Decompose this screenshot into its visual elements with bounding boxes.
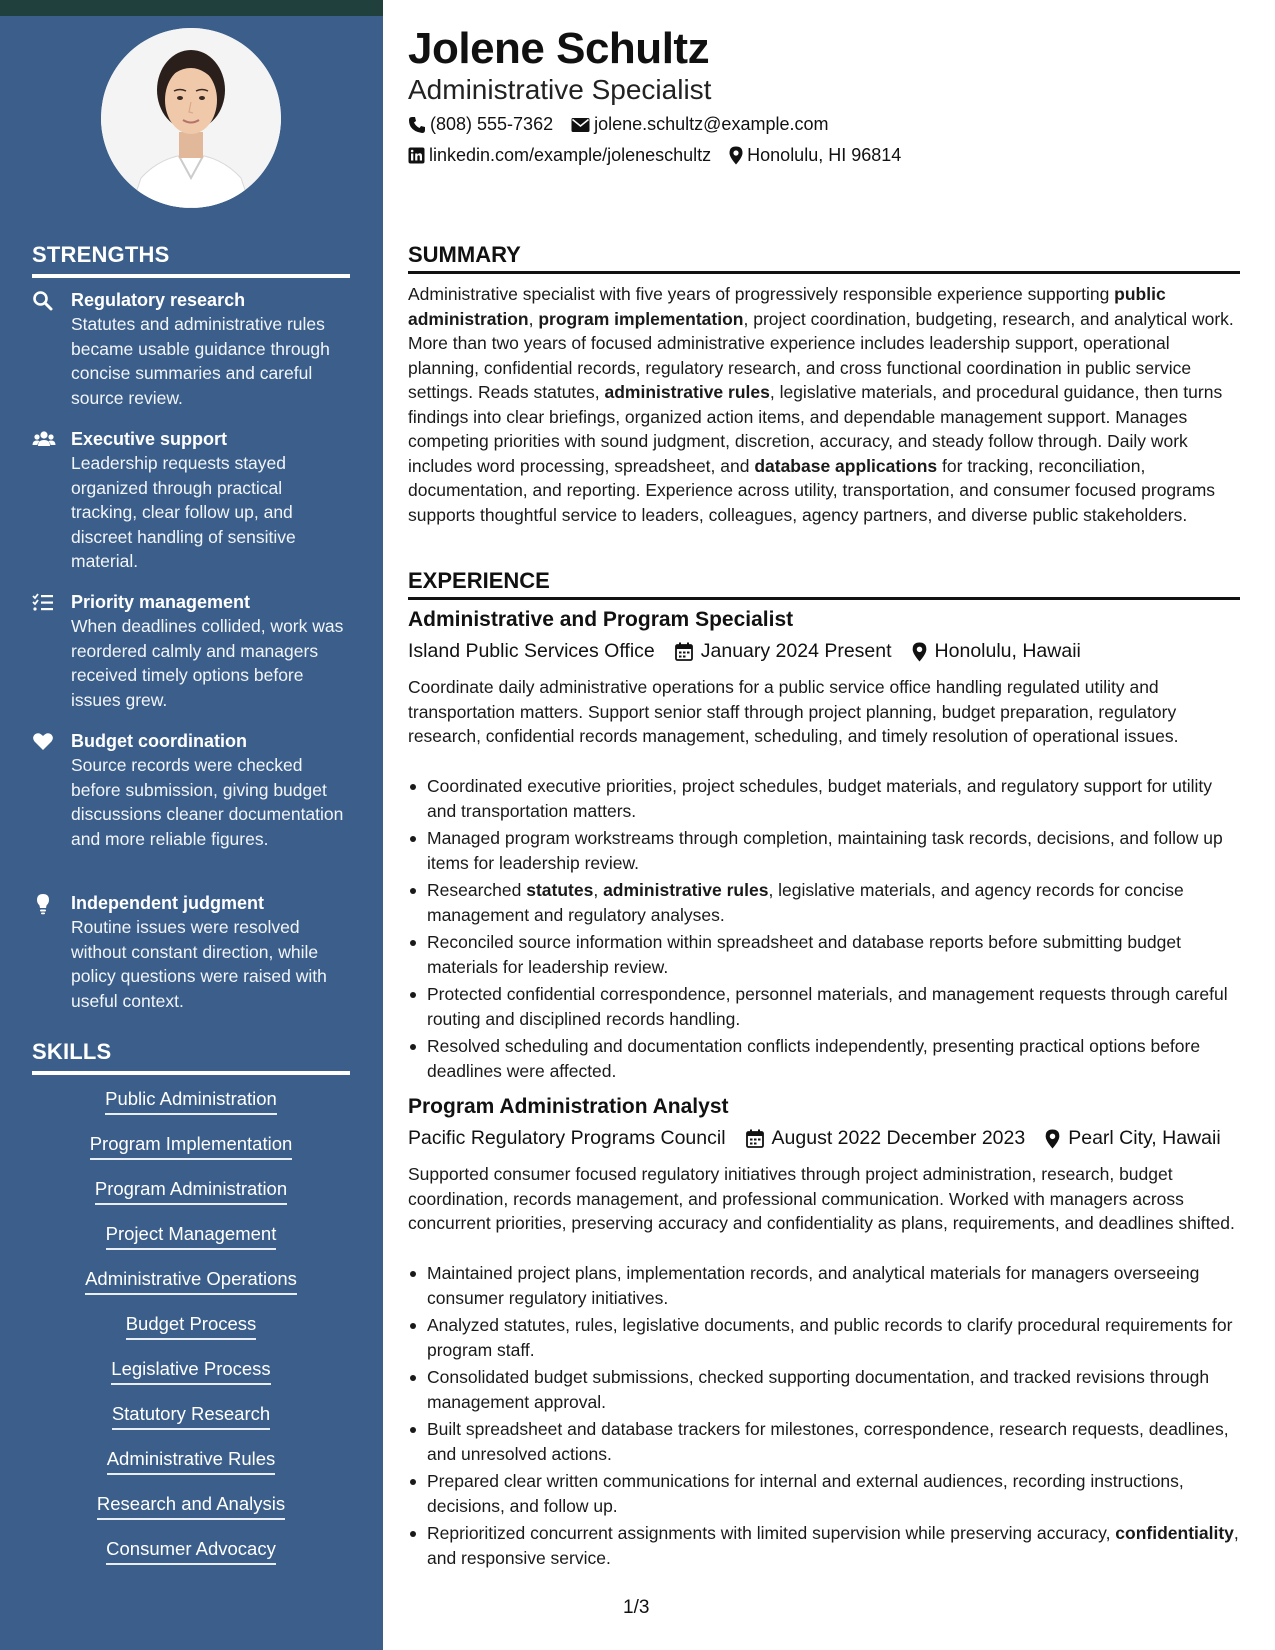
phone-icon bbox=[408, 116, 426, 134]
skill-item: Program Administration bbox=[95, 1176, 287, 1205]
text-segment: , and responsive service. bbox=[427, 1523, 1239, 1568]
text-segment: Analyzed statutes, rules, legislative documents, and public records to clarify procedural requirements for program staff. bbox=[427, 1315, 1233, 1360]
emphasized-text: statutes bbox=[526, 880, 594, 900]
skill-item: Consumer Advocacy bbox=[106, 1536, 276, 1565]
strength-title: Regulatory research bbox=[71, 290, 246, 310]
text-segment: , bbox=[528, 308, 539, 329]
skills-list bbox=[32, 1086, 350, 1581]
text-segment: for tracking, reconciliation, documentation, and reporting. Experience across utility, transportation, and consumer focused programs supports thoughtful service to leaders, colleagues, agency partners, and diverse public stakeholders. bbox=[408, 455, 1216, 525]
text-segment: Managed program workstreams through completion, maintaining task records, decisions, and follow up items for leadership review. bbox=[427, 828, 1223, 873]
text-segment: , legislative materials, and agency records for concise management and regulatory analyses. bbox=[427, 880, 1184, 925]
skill-item: Administrative Operations bbox=[85, 1266, 297, 1295]
bullet-item bbox=[408, 930, 1240, 979]
emphasized-text: public administration bbox=[408, 284, 1166, 329]
bullet-item bbox=[408, 1521, 1240, 1570]
skill-item: Budget Process bbox=[126, 1311, 257, 1340]
sidebar-top-bar bbox=[0, 0, 383, 16]
map-pin-icon bbox=[912, 642, 927, 662]
phone-text: (808) 555-7362 bbox=[430, 114, 554, 134]
bullet-item bbox=[408, 1417, 1240, 1466]
calendar-icon bbox=[675, 642, 693, 661]
job-description: Coordinate daily administrative operations for a public service office handling regulated utility and transportation matters. Support senior staff through project planning, budget preparation, regulatory research, confidential records management, scheduling, and timely resolution of operational issues. bbox=[408, 677, 1179, 746]
strength-item bbox=[32, 288, 352, 410]
emphasized-text: confidentiality bbox=[1115, 1523, 1234, 1543]
bullet-item bbox=[408, 982, 1240, 1031]
job-location: Honolulu, Hawaii bbox=[934, 640, 1081, 662]
bullet-item bbox=[408, 774, 1240, 823]
text-segment: Protected confidential correspondence, personnel materials, and management requests through careful routing and disciplined records handling. bbox=[427, 984, 1228, 1029]
search-icon bbox=[32, 290, 54, 312]
strength-text: Routine issues were resolved without constant direction, while policy questions were raised with useful context. bbox=[71, 917, 327, 1011]
job-dates: January 2024 Present bbox=[700, 640, 892, 662]
strength-title: Priority management bbox=[71, 592, 251, 612]
job-organization: Island Public Services Office bbox=[408, 640, 655, 662]
phone-contact bbox=[408, 114, 553, 135]
job-title: Program Administration Analyst bbox=[408, 1095, 729, 1118]
text-segment: Reprioritized concurrent assignments with limited supervision while preserving accuracy, bbox=[427, 1523, 1116, 1543]
emphasized-text: program implementation bbox=[538, 308, 744, 329]
strength-item bbox=[32, 891, 352, 1013]
emphasized-text: administrative rules bbox=[603, 880, 769, 900]
job-title: Administrative and Program Specialist bbox=[408, 608, 794, 631]
text-segment: Researched bbox=[427, 880, 527, 900]
strength-item bbox=[32, 729, 352, 851]
text-segment: Prepared clear written communications for internal and external audiences, recording instructions, decisions, and follow up. bbox=[427, 1471, 1184, 1516]
skill-item: Project Management bbox=[106, 1221, 277, 1250]
text-segment: Resolved scheduling and documentation conflicts independently, presenting practical options before deadlines were affected. bbox=[427, 1036, 1201, 1081]
strength-item bbox=[32, 427, 352, 574]
email-text[interactable]: jolene.schultz@example.com bbox=[594, 114, 829, 134]
strength-item bbox=[32, 590, 352, 712]
emphasized-text: database applications bbox=[754, 455, 938, 476]
bullet-item bbox=[408, 1469, 1240, 1518]
job-dates: August 2022 December 2023 bbox=[771, 1127, 1026, 1149]
summary-heading: SUMMARY bbox=[408, 242, 1240, 274]
strength-text: Source records were checked before submission, giving budget discussions cleaner documentation and more reliable figures. bbox=[71, 755, 344, 849]
bullet-item bbox=[408, 1034, 1240, 1083]
job-bullets bbox=[408, 774, 1240, 1086]
text-segment: Built spreadsheet and database trackers for milestones, correspondence, research requests, deadlines, and unresolved actions. bbox=[427, 1419, 1229, 1464]
skill-item: Public Administration bbox=[105, 1086, 277, 1115]
map-pin-icon bbox=[1045, 1129, 1060, 1149]
experience-heading: EXPERIENCE bbox=[408, 568, 1240, 600]
profile-photo bbox=[101, 28, 281, 208]
bullet-item bbox=[408, 1261, 1240, 1310]
skill-item: Legislative Process bbox=[111, 1356, 270, 1385]
strength-title: Independent judgment bbox=[71, 893, 264, 913]
job-organization: Pacific Regulatory Programs Council bbox=[408, 1127, 726, 1149]
text-segment: , legislative materials, and procedural guidance, then turns findings into clear briefings, organized action items, and dependable management support. Manages competing priorities with sound judgment, discretion, accuracy, and steady follow through. Daily work includes word processing, spreadsheet, and bbox=[408, 382, 1223, 476]
job-meta bbox=[408, 640, 1081, 663]
heart-icon bbox=[32, 731, 54, 753]
sidebar bbox=[0, 0, 383, 1650]
list-check-icon bbox=[32, 592, 54, 614]
summary-text bbox=[408, 282, 1240, 527]
job-bullets bbox=[408, 1261, 1240, 1573]
bullet-item bbox=[408, 826, 1240, 875]
linkedin-icon bbox=[408, 147, 425, 164]
text-segment: Consolidated budget submissions, checked supporting documentation, and tracked revisions through management approval. bbox=[427, 1367, 1210, 1412]
location-contact bbox=[729, 145, 901, 166]
contact-row-2 bbox=[408, 145, 919, 166]
emphasized-text: administrative rules bbox=[604, 382, 770, 402]
bullet-item bbox=[408, 1365, 1240, 1414]
strength-title: Budget coordination bbox=[71, 731, 247, 751]
text-segment: , bbox=[593, 880, 604, 900]
page-number: 1/3 bbox=[623, 1597, 650, 1618]
strengths-heading: STRENGTHS bbox=[32, 242, 350, 278]
strength-text: When deadlines collided, work was reordered calmly and managers received timely options before issues grew. bbox=[71, 616, 344, 710]
skill-item: Administrative Rules bbox=[107, 1446, 276, 1475]
text-segment: , project coordination, budgeting, research, and analytical work. More than two years of focused administrative experience includes leadership support, operational planning, confidential records, regulatory research, and cross functional coordination in public service settings. Reads statutes, bbox=[408, 308, 1234, 402]
skill-item: Research and Analysis bbox=[97, 1491, 285, 1520]
skill-item: Program Implementation bbox=[90, 1131, 293, 1160]
bullet-item bbox=[408, 878, 1240, 927]
users-icon bbox=[32, 429, 54, 451]
text-segment: Coordinated executive priorities, project schedules, budget materials, and regulatory support for utility and transportation matters. bbox=[427, 776, 1212, 821]
bullet-item bbox=[408, 1313, 1240, 1362]
envelope-icon bbox=[571, 117, 590, 133]
linkedin-text[interactable]: linkedin.com/example/joleneschultz bbox=[429, 145, 712, 165]
job-location: Pearl City, Hawaii bbox=[1068, 1127, 1221, 1149]
skills-heading: SKILLS bbox=[32, 1039, 350, 1075]
contact-row bbox=[408, 114, 846, 135]
candidate-role: Administrative Specialist bbox=[408, 74, 712, 105]
strength-text: Leadership requests stayed organized through practical tracking, clear follow up, and discreet handling of sensitive material. bbox=[71, 453, 296, 571]
strength-text: Statutes and administrative rules became usable guidance through concise summaries and careful source review. bbox=[71, 314, 330, 408]
text-segment: Reconciled source information within spreadsheet and database reports before submitting budget materials for leadership review. bbox=[427, 932, 1181, 977]
strength-title: Executive support bbox=[71, 429, 228, 449]
map-pin-icon bbox=[729, 146, 743, 165]
location-text: Honolulu, HI 96814 bbox=[747, 145, 902, 165]
job-description: Supported consumer focused regulatory initiatives through project administration, research, budget coordination, records management, and professional communication. Worked with managers across concurrent priorities, preserving accuracy and confidentiality as plans, requirements, and deadlines shifted. bbox=[408, 1164, 1235, 1233]
candidate-name: Jolene Schultz bbox=[408, 24, 710, 73]
job-meta bbox=[408, 1127, 1221, 1150]
email-contact[interactable] bbox=[571, 114, 828, 135]
calendar-icon bbox=[746, 1129, 764, 1148]
lightbulb-icon bbox=[32, 893, 54, 915]
linkedin-contact[interactable] bbox=[408, 145, 711, 166]
skill-item: Statutory Research bbox=[112, 1401, 270, 1430]
text-segment: Maintained project plans, implementation records, and analytical materials for managers overseeing consumer regulatory initiatives. bbox=[427, 1263, 1200, 1308]
text-segment: Administrative specialist with five years of progressively responsible experience supporting bbox=[408, 284, 1115, 304]
